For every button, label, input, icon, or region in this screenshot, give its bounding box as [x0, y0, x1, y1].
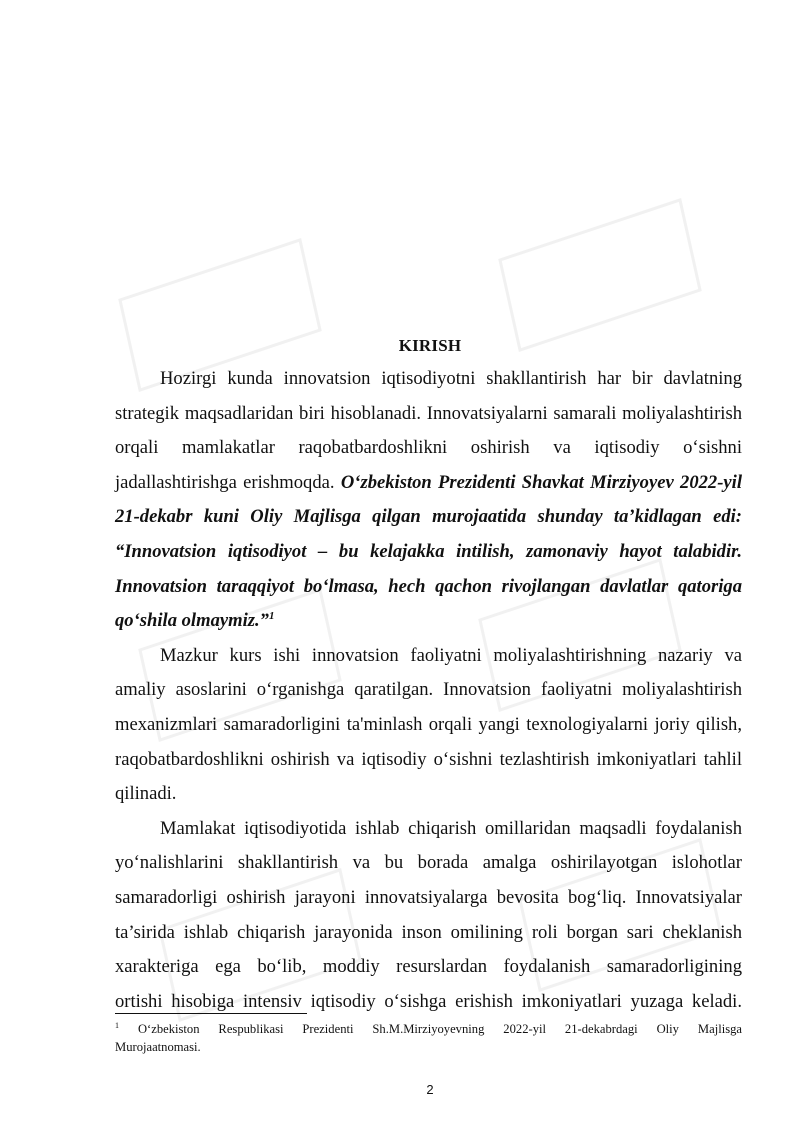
paragraph1-line2: strategik maqsadlaridan biri hisoblanadi. Innovatsiyalarni samarali moliyalashtirish: [115, 402, 742, 424]
body-text: [115, 362, 742, 1019]
footnote-divider: [115, 1013, 307, 1014]
paragraph3-line2: yo‘nalishlarini shakllantirish va bu borada amalga oshirilayotgan islohotlar: [115, 852, 742, 874]
footnote-line2: Murojaatnomasi.: [115, 1040, 201, 1054]
footnote: [115, 1020, 742, 1056]
paragraph2-line3: mexanizmlari samaradorligini ta'minlash orqali yangi texnologiyalarni joriy qilish,: [115, 713, 742, 735]
paragraph1-line3: orqali mamlakatlar raqobatbardoshlikni oshirish va iqtisodiy o‘sishni: [115, 437, 742, 459]
paragraph3-line1: Mamlakat iqtisodiyotida ishlab chiqarish omillaridan maqsadli foydalanish: [160, 817, 742, 839]
paragraph3-line3: samaradorligi oshirish jarayoni innovatsiyalarga bevosita bog‘liq. Innovatsiyalar: [115, 886, 742, 908]
paragraph3-line6: ortishi hisobiga intensiv iqtisodiy o‘sishga erishish imkoniyatlari yuzaga keladi.: [115, 990, 742, 1012]
page-number: 2: [426, 1082, 434, 1097]
paragraph1-line8: [115, 604, 742, 639]
footnote-line1: [115, 1020, 742, 1038]
footnote-text-line1: O‘zbekiston Respublikasi Prezidenti Sh.M.Mirziyoyevning 2022-yil 21-dekabrdagi Oliy Majlisga: [137, 1022, 742, 1036]
paragraph3-line5: xarakteriga ega bo‘lib, moddiy resurslardan foydalanish samaradorligining: [115, 956, 742, 978]
paragraph1-line6: “Innovatsion iqtisodiyot – bu kelajakka intilish, zamonaviy hayot talabidir.: [115, 540, 742, 562]
paragraph2-line2: amaliy asoslarini o‘rganishga qaratilgan. Innovatsion faoliyatni moliyalashtirish: [115, 679, 742, 701]
paragraph1-line4-emphasis: O‘zbekiston Prezidenti Shavkat Mirziyoyev 2022-yil: [340, 471, 742, 493]
paragraph3-line4: ta’sirida ishlab chiqarish jarayonida inson omilining roli borgan sari cheklanish: [115, 921, 742, 943]
paragraph2-line5: qilinadi.: [115, 783, 177, 805]
paragraph1-line7: Innovatsion taraqqiyot bo‘lmasa, hech qachon rivojlangan davlatlar qatoriga: [115, 575, 742, 597]
footnote-number: 1: [115, 1020, 119, 1030]
paragraph1-line5: 21-dekabr kuni Oliy Majlisga qilgan murojaatida shunday ta’kidlagan edi:: [115, 506, 742, 528]
paragraph1-line4-plain: jadallashtirishga erishmoqda.: [115, 471, 341, 493]
quote-end: qo‘shila olmaymiz.”: [115, 610, 269, 632]
paragraph2-line4: raqobatbardoshlikni oshirish va iqtisodiy o‘sishni tezlashtirish imkoniyatlari tahlil: [115, 748, 742, 770]
section-heading: KIRISH: [398, 336, 462, 355]
footnote-reference[interactable]: 1: [268, 609, 275, 622]
paragraph2-line1: Mazkur kurs ishi innovatsion faoliyatni moliyalashtirishning nazariy va: [160, 644, 742, 666]
paragraph1-line4: [115, 466, 742, 501]
paragraph1-line1: Hozirgi kunda innovatsion iqtisodiyotni shakllantirish har bir davlatning: [160, 368, 742, 389]
